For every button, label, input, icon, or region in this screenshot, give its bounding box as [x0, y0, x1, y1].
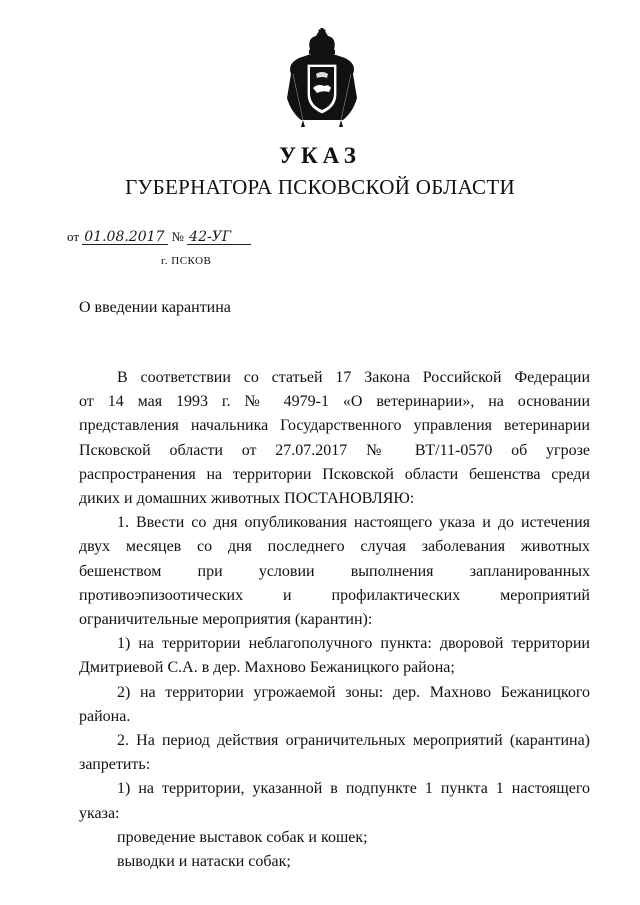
item-1-paragraph: 1. Ввести со дня опубликования настоящего указа и до истечения двух месяцев со дня последнего случая заболевания животных бешенством при условии выполнения запланированных противоэпизоотических и профилактических мероприятий ограничительные мероприятия (карантин): — [79, 514, 590, 629]
city-label: г. ПСКОВ — [161, 255, 212, 267]
document-body — [79, 366, 590, 874]
number-label: № — [171, 229, 184, 244]
item-1-2-paragraph: 2) на территории угрожаемой зоны: дер. Махново Бежаницкого района. — [79, 683, 590, 725]
pskov-coat-of-arms-icon — [283, 28, 361, 128]
document-title: УКАЗ — [279, 143, 361, 168]
item-2-paragraph: 2. На период действия ограничительных мероприятий (карантина) запретить: — [79, 732, 590, 774]
preamble-paragraph: В соответствии со статьей 17 Закона Российской Федерации от 14 мая 1993 г. № 4979-1 «О ветеринарии», на основании представления начальника Государственного управления ветеринарии Псковской области от 27.07.2017 № ВТ/11-0570 об угрозе распространения на территории Псковской области бешенства среди диких и домашних животных ПОСТАНОВЛЯЮ: — [79, 369, 590, 508]
item-2-1-paragraph: 1) на территории, указанной в подпункте 1 пункта 1 настоящего указа: — [79, 780, 590, 822]
dateline-prefix: от — [67, 229, 80, 244]
list-item: выводки и натаски собак; — [117, 853, 291, 871]
handwritten-date: 01.08.2017 — [82, 230, 168, 245]
item-1-1-paragraph: 1) на территории неблагополучного пункта: дворовой территории Дмитриевой С.А. в дер. Махново Бежаницкого района; — [79, 635, 590, 677]
document-subject: О введении карантина — [79, 299, 231, 316]
list-item: проведение выставок собак и кошек; — [117, 828, 368, 846]
dateline — [67, 229, 251, 245]
document-subtitle: ГУБЕРНАТОРА ПСКОВСКОЙ ОБЛАСТИ — [125, 175, 515, 199]
handwritten-number: 42-УГ — [187, 230, 251, 245]
